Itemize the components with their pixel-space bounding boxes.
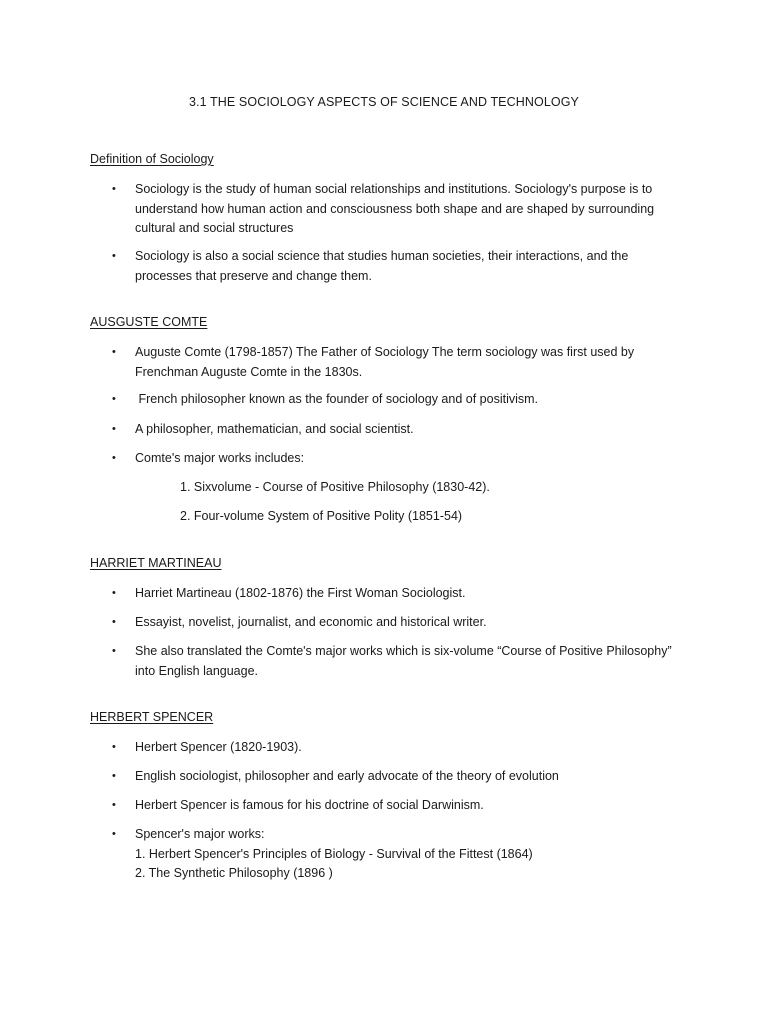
list-item-text: Essayist, novelist, journalist, and economic and historical writer.	[135, 615, 487, 629]
heading-herbert-spencer: HERBERT SPENCER	[90, 710, 214, 724]
list-item	[112, 825, 672, 884]
bullet-icon: •	[112, 250, 116, 262]
bullet-icon: •	[112, 393, 116, 405]
bullet-icon: •	[112, 587, 116, 599]
list-item-text: Harriet Martineau (1802-1876) the First Woman Sociologist.	[135, 586, 466, 600]
bullet-icon: •	[112, 741, 116, 753]
list-item	[112, 180, 672, 239]
list-item-text: Herbert Spencer is famous for his doctrine of social Darwinism.	[135, 798, 484, 812]
bullet-icon: •	[112, 183, 116, 195]
list-item-text: English sociologist, philosopher and early advocate of the theory of evolution	[135, 769, 559, 783]
numbered-item: 1. Herbert Spencer's Principles of Biology - Survival of the Fittest (1864)	[135, 846, 533, 861]
numbered-item: 2. Four-volume System of Positive Polity (1851-54)	[180, 509, 463, 523]
list-item-text: Herbert Spencer (1820-1903).	[135, 740, 302, 754]
list-item	[112, 420, 672, 440]
page-title: 3.1 THE SOCIOLOGY ASPECTS OF SCIENCE AND TECHNOLOGY	[189, 95, 579, 109]
list-item	[112, 796, 672, 816]
bullet-icon: •	[112, 799, 116, 811]
list-item-text: Comte's major works includes:	[135, 451, 305, 465]
list-item	[112, 390, 672, 410]
bullet-icon: •	[112, 616, 116, 628]
bullet-icon: •	[112, 828, 116, 840]
list-item-text	[135, 825, 672, 884]
list-item-text: French philosopher known as the founder of sociology and of positivism.	[135, 392, 539, 406]
numbered-item: 1. Sixvolume - Course of Positive Philosophy (1830-42).	[180, 480, 490, 494]
bullet-icon: •	[112, 452, 116, 464]
numbered-item: 2. The Synthetic Philosophy (1896 )	[135, 866, 333, 880]
list-item	[112, 584, 672, 604]
heading-harriet-martineau: HARRIET MARTINEAU	[90, 556, 222, 570]
list-item	[112, 613, 672, 633]
list-item	[112, 767, 672, 787]
list-item-text: A philosopher, mathematician, and social scientist.	[135, 422, 414, 436]
list-item	[112, 247, 672, 286]
list-item-text: Sociology is also a social science that studies human societies, their interactions, and the processes that preserve and change them.	[135, 249, 629, 283]
bullet-icon: •	[112, 645, 116, 657]
bullet-icon: •	[112, 346, 116, 358]
bullet-icon: •	[112, 423, 116, 435]
list-item	[112, 343, 672, 382]
list-item-text: She also translated the Comte's major works which is six-volume “Course of Positive Philosophy” into English language.	[135, 644, 672, 678]
list-item-text: Auguste Comte (1798-1857) The Father of Sociology The term sociology was first used by Frenchman Auguste Comte in the 1830s.	[135, 345, 635, 379]
bullet-icon: •	[112, 770, 116, 782]
list-item-label: Spencer's major works:	[135, 827, 265, 841]
list-item-text: Sociology is the study of human social relationships and institutions. Sociology's purpose is to understand how human action and consciousness both shape and are shaped by surrounding cultural and social structures	[135, 182, 655, 235]
list-item	[112, 738, 672, 758]
heading-definition-of-sociology: Definition of Sociology	[90, 152, 214, 166]
list-item	[112, 449, 672, 469]
heading-auguste-comte: AUSGUSTE COMTE	[90, 315, 208, 329]
list-item	[112, 642, 672, 681]
